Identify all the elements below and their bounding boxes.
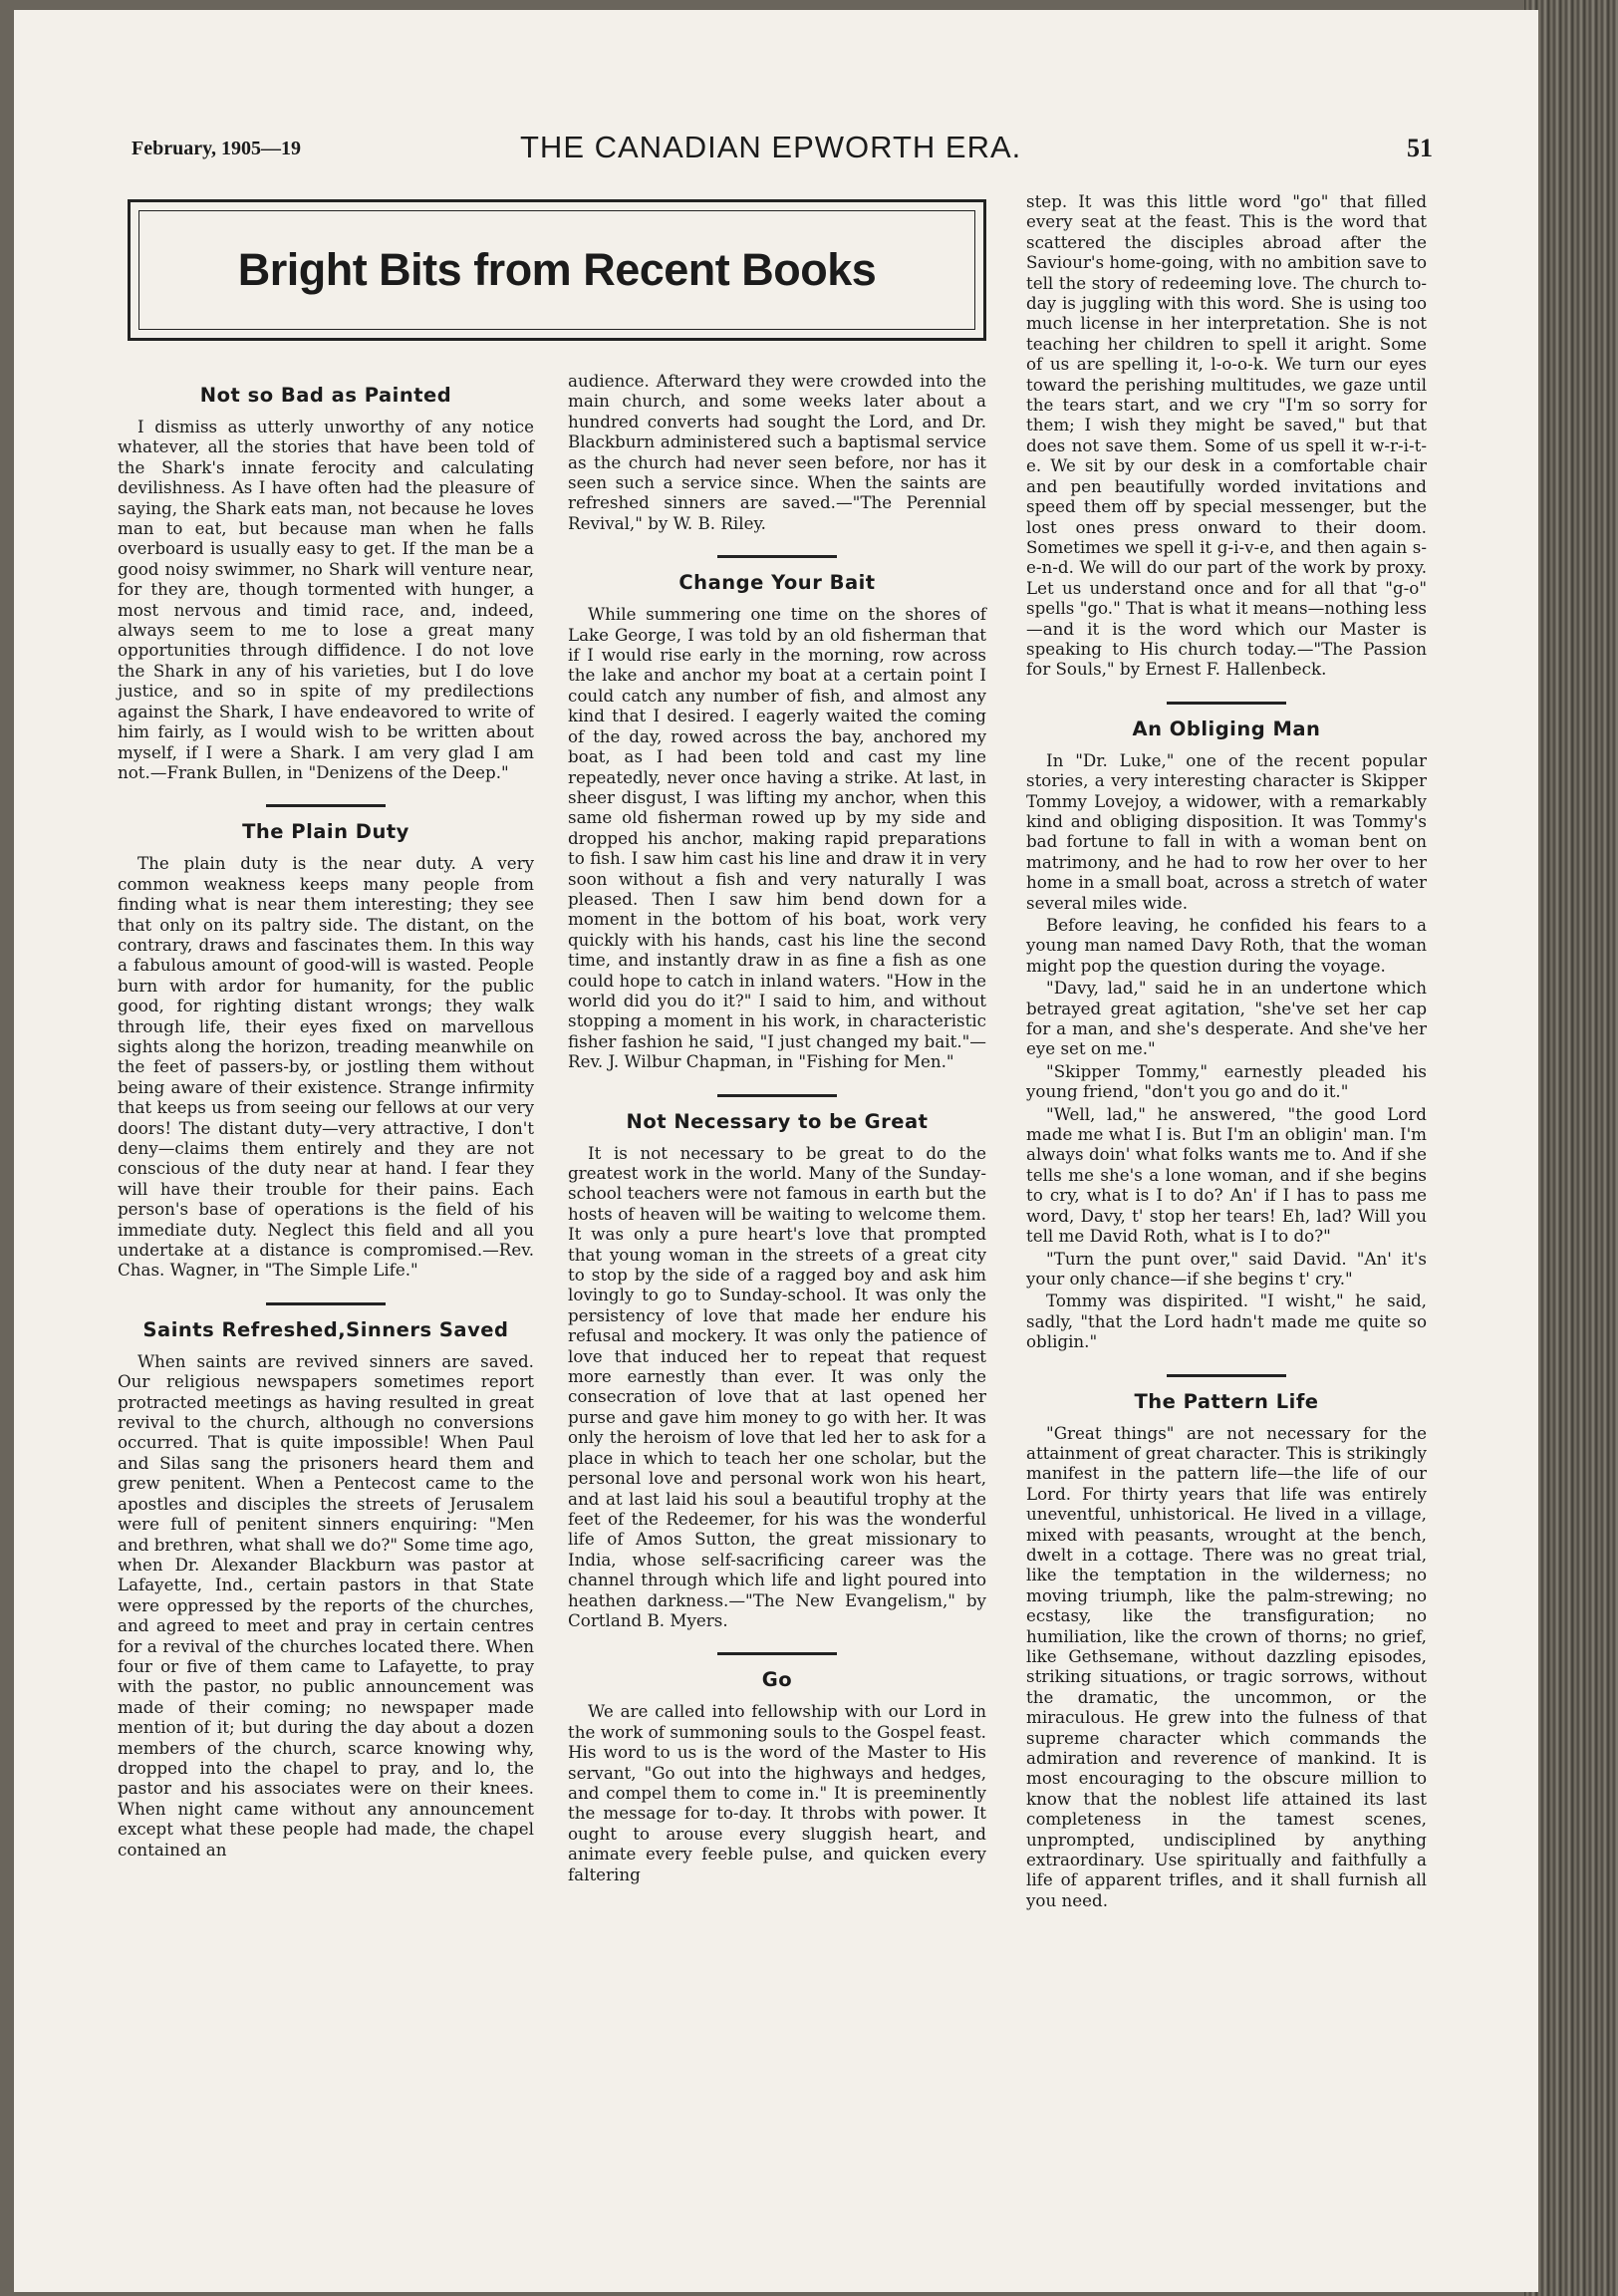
section-divider bbox=[717, 1094, 837, 1097]
magazine-page bbox=[14, 10, 1538, 2292]
page-number: 51 bbox=[1407, 134, 1433, 162]
section-divider bbox=[1167, 1374, 1286, 1377]
article-paragraph: While summering one time on the shores of Lake George, I was told by an old fisherman that if I would rise early in the morning, row across the lake and anchor my boat at a certain point I could catch any number of fish, and almost any kind that I desired. I eagerly waited the coming of the day, rowed across the bay, anchored my boat, as I had been told and cast my line repeatedly, never once having a strike. At last, in sheer disgust, I was lifting my anchor, when this same old fisherman rowed up by my side and dropped his anchor, making rapid preparations to fish. I saw him cast his line and draw it in very soon without a fish and very naturally I was pleased. Then I saw him bend down for a moment in the bottom of his boat, work very quickly with his hands, cast his line the second time, and instantly draw in as fine a fish as one could hope to catch in inland waters. "How in the world did you do it?" I said to him, and without stopping a moment in his work, in characteristic fisher fashion he said, "I just changed my bait."—Rev. J. Wilbur Chapman, in "Fishing for Men." bbox=[568, 604, 986, 1072]
article-paragraph: We are called into fellowship with our Lord in the work of summoning souls to the Gospel feast. His word to us is the word of the Master to His servant, "Go out into the highways and hedges, and compel them to come in." It is preeminently the message for to-day. It throbs with power. It ought to arouse every sluggish heart, and animate every feeble pulse, and quicken every faltering bbox=[568, 1701, 986, 1884]
article-heading: An Obliging Man bbox=[1132, 717, 1321, 740]
column-3 bbox=[1026, 191, 1427, 1912]
article-heading: Not Necessary to be Great bbox=[626, 1109, 929, 1133]
article-heading: Saints Refreshed,Sinners Saved bbox=[142, 1317, 509, 1341]
article-paragraph: I dismiss as utterly unworthy of any notice whatever, all the stories that have been told of the Shark's innate ferocity and calculating devilishness. As I have often had the pleasure of saying, the Shark eats man, not because he loves man to eat, but because man when he falls overboard is usually easy to get. If the man be a good noisy swimmer, no Shark will venture near, for they are, though tormented with hunger, a most nervous and timid race, and, indeed, always seem to me to lose a great many opportunities through diffidence. I do not love the Shark in any of his varieties, but I do love justice, and so in spite of my predilections against the Shark, I have endeavored to write of him fairly, as I would wish to be written about myself, if I were a Shark. I am very glad I am not.—Frank Bullen, in "Denizens of the Deep." bbox=[118, 417, 534, 782]
section-divider bbox=[717, 1652, 837, 1655]
book-binding bbox=[1524, 0, 1618, 2296]
article-paragraph: audience. Afterward they were crowded into the main church, and some weeks later about a hundred converts had sought the Lord, and Dr. Blackburn administered such a baptismal service as the church had never seen before, nor has it seen such a service since. When the saints are refreshed sinners are saved.—"The Perennial Revival," by W. B. Riley. bbox=[568, 371, 986, 533]
article-heading: Change Your Bait bbox=[678, 571, 876, 595]
section-title-box bbox=[128, 199, 986, 341]
issue-date: February, 1905—19 bbox=[132, 138, 301, 159]
article-paragraph: "Skipper Tommy," earnestly pleaded his young friend, "don't you go and do it." bbox=[1026, 1060, 1427, 1102]
publication-title: THE CANADIAN EPWORTH ERA. bbox=[520, 130, 1022, 164]
article-paragraph: "Turn the punt over," said David. "An' it's your only chance—if she begins t' cry." bbox=[1026, 1248, 1427, 1289]
article-heading: The Plain Duty bbox=[242, 820, 409, 844]
article-paragraph: Tommy was dispirited. "I wisht," he said, sadly, "that the Lord hadn't made me quite so obligin." bbox=[1026, 1291, 1427, 1352]
article-paragraph: When saints are revived sinners are saved. Our religious newspapers sometimes report protracted meetings as having resulted in great revival to the church, although no conversions occurred. That is quite impossible! When Paul and Silas sang the prisoners heard them and grew penitent. When a Pentecost came to the apostles and disciples the streets of Jerusalem were full of penitent sinners enquiring: "Men and brethren, what shall we do?" Some time ago, when Dr. Alexander Blackburn was pastor at Lafayette, Ind., certain pastors in that State were oppressed by the reports of the churches, and agreed to meet and pray in certain centres for a revival of the churches located there. When four or five of them came to Lafayette, to pray with the pastor, no public announcement was made of their coming; no newspaper made mention of it; but during the day about a dozen members of the church, scarce knowing why, dropped into the chapel to pray, and lo, the pastor and his associates were on their knees. When night came without any announcement except what these people had made, the chapel contained an bbox=[118, 1350, 534, 1860]
article-paragraph: The plain duty is the near duty. A very common weakness keeps many people from finding what is near them interesting; they see that only on its paltry side. The distant, on the contrary, draws and fascinates them. In this way a fabulous amount of good-will is wasted. People burn with ardor for humanity, for the public good, for righting distant wrongs; they walk through life, their eyes fixed on marvellous sights along the horizon, treading meanwhile on the feet of passers-by, or jostling them without being aware of their existence. Strange infirmity that keeps us from seeing our fellows at our very doors! The distant duty—very attractive, I don't deny—claims them entirely and they are not conscious of the duty near at hand. I fear they will have their trouble for their pains. Each person's base of operations is the field of his immediate duty. Neglect this field and all you undertake at a distance is compromised.—Rev. Chas. Wagner, in "The Simple Life." bbox=[118, 853, 534, 1281]
section-divider bbox=[266, 804, 386, 807]
article-heading: The Pattern Life bbox=[1134, 1389, 1319, 1413]
running-header bbox=[132, 130, 1433, 169]
column-2 bbox=[568, 371, 986, 1886]
article-paragraph: "Davy, lad," said he in an undertone which betrayed great agitation, "she've set her cap for a man, and she's desperate. And she've her eye set on me." bbox=[1026, 978, 1427, 1059]
section-title: Bright Bits from Recent Books bbox=[237, 244, 877, 295]
article-paragraph: step. It was this little word "go" that filled every seat at the feast. This is the word that scattered the disciples abroad after the Saviour's home-going, with no ambition save to tell the story of redeeming love. The church to-day is juggling with this word. She is using too much license in her interpretation. She is not teaching her children to spell it aright. Some of us are spelling it, l-o-o-k. We turn our eyes toward the perishing multitudes, we gaze until the tears start, and we cry "I'm so sorry for them; I wish they might be saved," but that does not save them. Some of us spell it w-r-i-t-e. We sit by our desk in a comfortable chair and pen beautifully worded invitations and speed them off by special messenger, but the lost ones press onward to their doom. Sometimes we spell it g-i-v-e, and then again s-e-n-d. We will do our part of the work by proxy. Let us understand once and for all that "g-o" spells "go." That is what it means—nothing less—and it is the word which our Master is speaking to His church today.—"The Passion for Souls," by Ernest F. Hallenbeck. bbox=[1026, 191, 1427, 680]
section-divider bbox=[1167, 702, 1286, 705]
section-divider bbox=[717, 555, 837, 558]
article-paragraph: "Great things" are not necessary for the attainment of great character. This is strikingly manifest in the pattern life—the life of our Lord. For thirty years that life was entirely uneventful, unhistorical. He lived in a village, mixed with peasants, wrought at the bench, dwelt in a cottage. There was no great trial, like the temptation in the wilderness; no moving triumph, like the palm-strewing; no ecstasy, like the transfiguration; no humiliation, like the crown of thorns; no grief, like Gethsemane, without dazzling episodes, striking situations, or tragic sorrows, without the dramatic, the uncommon, or the miraculous. He grew into the fulness of that supreme character which commands the admiration and reverence of mankind. It is most encouraging to the obscure million to know that the noblest life attained its last completeness in the tamest scenes, unprompted, undisciplined by anything extraordinary. Use spiritually and faithfully a life of apparent trifles, and it shall furnish all you need. bbox=[1026, 1422, 1427, 1910]
article-paragraph: "Well, lad," he answered, "the good Lord made me what I is. But I'm an obligin' man. I'm always doin' what folks wants me to. And if she tells me she's a lone woman, and if she begins to cry, what is I to do? An' if I has to pass me word, Davy, t' stop her tears! Eh, lad? Will you tell me David Roth, what is I to do?" bbox=[1026, 1103, 1427, 1247]
article-heading: Go bbox=[761, 1668, 793, 1692]
article-heading: Not so Bad as Painted bbox=[199, 384, 452, 407]
section-divider bbox=[266, 1302, 386, 1305]
article-paragraph: Before leaving, he confided his fears to a young man named Davy Roth, that the woman might pop the question during the voyage. bbox=[1026, 915, 1427, 976]
section-title-inner-border bbox=[138, 210, 975, 330]
article-paragraph: It is not necessary to be great to do the greatest work in the world. Many of the Sunday-school teachers were not famous in earth but the hosts of heaven will be waiting to welcome them. It was only a pure heart's love that prompted that young woman in the streets of a great city to stop by the side of a ragged boy and ask him lovingly to go to Sunday-school. It was only the persistency of love that made her endure his refusal and mockery. It was only the patience of love that induced her to repeat that request more earnestly than ever. It was only the consecration of love that at last opened her purse and gave him money to go with her. It was only the heroism of love that led her to ask for a place in which to teach her one scholar, but the personal love and personal work won his heart, and at last laid his soul a beautiful trophy at the feet of the Redeemer, for his was the wonderful life of Amos Sutton, the great missionary to India, whose self-sacrificing career was the channel through which life and light poured into heathen darkness.—"The New Evangelism," by Cortland B. Myers. bbox=[568, 1142, 986, 1630]
column-1 bbox=[118, 371, 534, 1862]
article-paragraph: In "Dr. Luke," one of the recent popular stories, a very interesting character is Skipper Tommy Lovejoy, a widower, with a remarkably kind and obliging disposition. It was Tommy's bad fortune to fall in with a woman bent on matrimony, and he had to row her over to her home in a small boat, across a stretch of water several miles wide. bbox=[1026, 749, 1427, 913]
